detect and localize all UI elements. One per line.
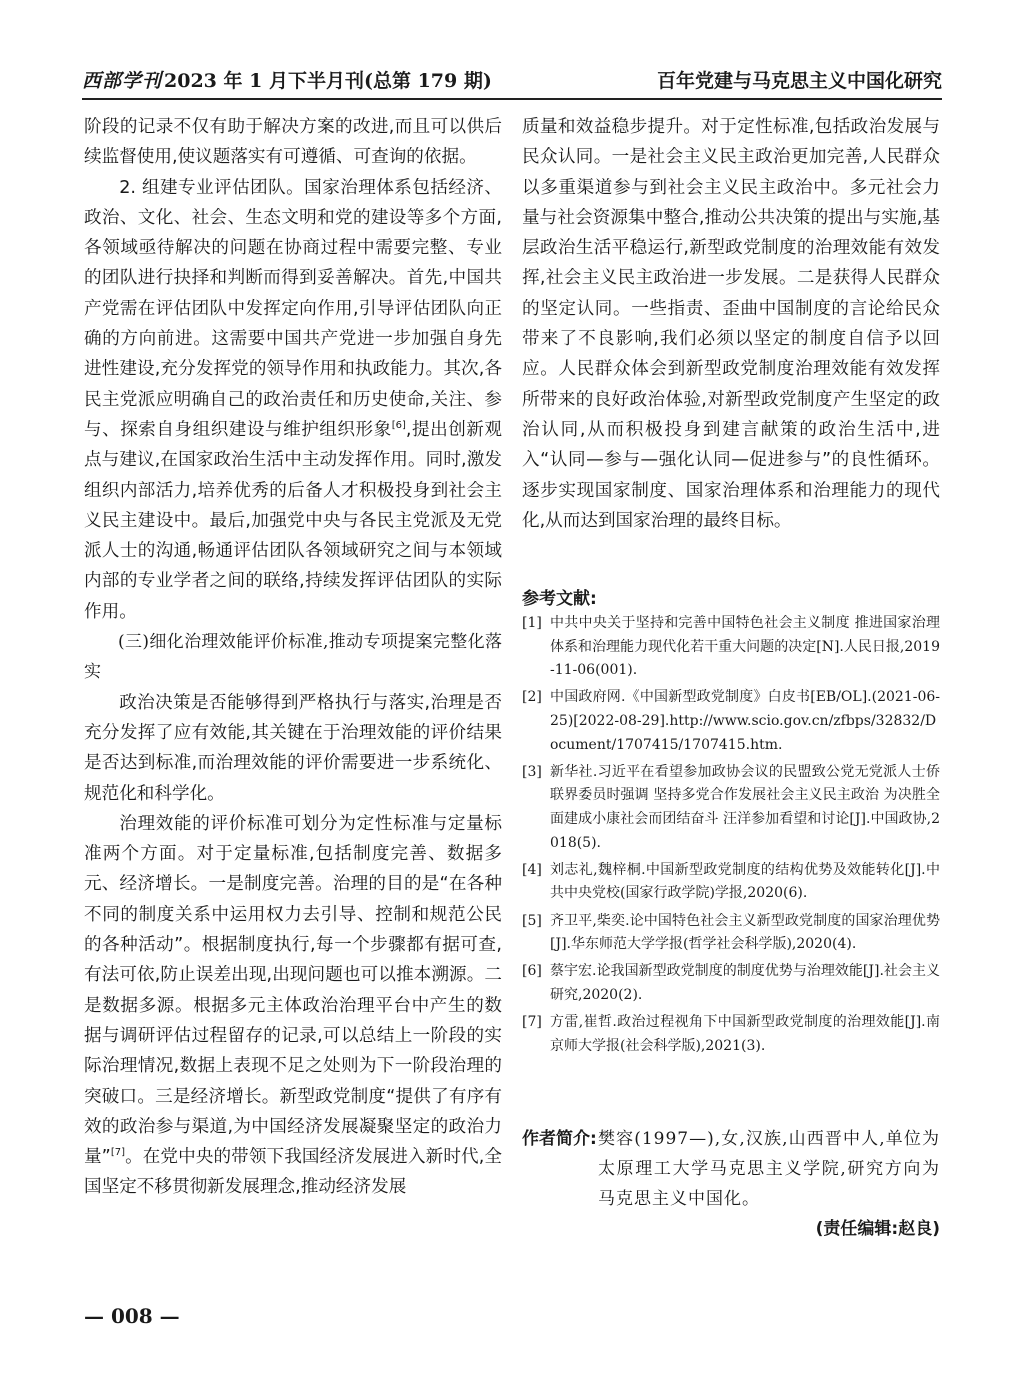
reference-number: [2] <box>522 689 542 706</box>
reference-item <box>522 859 940 906</box>
responsible-editor: (责任编辑:赵良) <box>815 1219 940 1239</box>
reference-number: [7] <box>522 1014 542 1031</box>
reference-number: [6] <box>522 963 542 980</box>
references-title: 参考文献: <box>522 589 597 609</box>
reference-number: [1] <box>522 615 542 631</box>
reference-item <box>522 761 940 855</box>
citation-6: [6] <box>391 420 406 432</box>
header-rule <box>82 98 942 100</box>
reference-item <box>522 960 940 1007</box>
paragraph-decision: 政治决策是否能够得到严格执行与落实,治理是否充分发挥了应有效能,其关键在于治理效能的评价结果是否达到标准,而治理效能的评价需要进一步系统化、规范化和科学化。 <box>84 692 502 804</box>
reference-number: [4] <box>522 861 542 878</box>
reference-item <box>522 686 940 757</box>
right-column <box>522 112 940 536</box>
header-issue <box>82 66 492 93</box>
references-list <box>522 612 940 1062</box>
paragraph-evaluation-team: 2. 组建专业评估团队。国家治理体系包括经济、政治、文化、社会、生态文明和党的建设等多个方面,各领域亟待解决的问题在协商过程中需要完整、专业的团队进行抉择和判断而得到妥善解决。首先,中国共产党需在评估团队中发挥定向作用,引导评估团队向正确的方向前进。这需要中国共产党进一步加强自身先进性建设,充分发挥党的领导作用和执政能力。其次,各民主党派应明确自己的政治责任和历史使命,关注、参与、探索自身组织建设与维护组织形象[6],提出创新观点与建议,在国家政治生活中主动发挥作用。同时,激发组织内部活力,培养优秀的后备人才积极投身到社会主义民主建设中。最后,加强党中央与各民主党派及无党派人士的沟通,畅通评估团队各领域研究之间与本领域内部的专业学者之间的联络,持续发挥评估团队的实际作用。 <box>84 177 502 622</box>
citation-7: [7] <box>110 1147 125 1159</box>
reference-text: 刘志礼,魏梓桐.中国新型政党制度的结构优势及效能转化[J].中共中央党校(国家行政学院)学报,2020(6). <box>550 861 940 902</box>
reference-number: [3] <box>522 763 542 780</box>
page-number: — 008 — <box>84 1304 180 1328</box>
author-text: 樊容(1997—),女,汉族,山西晋中人,单位为太原理工大学马克思主义学院,研究方向为马克思主义中国化。 <box>598 1129 940 1209</box>
reference-item <box>522 612 940 683</box>
reference-item <box>522 910 940 957</box>
author-label: 作者简介: <box>522 1129 597 1149</box>
page-header <box>82 62 942 102</box>
issue-info: 2023 年 1 月下半月刊(总第 179 期) <box>164 70 492 92</box>
header-column-title: 百年党建与马克思主义中国化研究 <box>656 70 942 92</box>
paragraph-qualitative: 质量和效益稳步提升。对于定性标准,包括政治发展与民众认同。一是社会主义民主政治更加完善,人民群众以多重渠道参与到社会主义民主政治中。多元社会力量与社会资源集中整合,推动公共决策的提出与实施,基层政治生活平稳运行,新型政党制度的治理效能有效发挥,社会主义民主政治进一步发展。二是获得人民群众的坚定认同。一些指责、歪曲中国制度的言论给民众带来了不良影响,我们必须以坚定的制度自信予以回应。人民群众体会到新型政党制度治理效能有效发挥所带来的良好政治体验,对新型政党制度产生坚定的政治认同,从而积极投身到建言献策的政治生活中,进入“认同—参与—强化认同—促进参与”的良性循环。逐步实现国家制度、国家治理体系和治理能力的现代化,从而达到国家治理的最终目标。 <box>522 117 940 531</box>
paragraph-continued: 阶段的记录不仅有助于解决方案的改进,而且可以供后续监督使用,使议题落实有可遵循、可查询的依据。 <box>84 117 502 168</box>
reference-text: 中国政府网.《中国新型政党制度》白皮书[EB/OL].(2021-06-25)[2022-08-29].http://www.scio.gov.cn/zfbps/32832/Document/1707415/1707415.htm. <box>550 689 940 753</box>
paragraph-standards: 治理效能的评价标准可划分为定性标准与定量标准两个方面。对于定量标准,包括制度完善、数据多元、经济增长。一是制度完善。治理的目的是“在各种不同的制度关系中运用权力去引导、控制和规范公民的各种活动”。根据制度执行,每一个步骤都有据可查,有法可依,防止误差出现,出现问题也可以推本溯源。二是数据多源。根据多元主体政治治理平台中产生的数据与调研评估过程留存的记录,可以总结上一阶段的实际治理情况,数据上表现不足之处则为下一阶段治理的突破口。三是经济增长。新型政党制度“提供了有序有效的政治参与渠道,为中国经济发展凝聚坚定的政治力量”[7]。在党中央的带领下我国经济发展进入新时代,全国坚定不移贯彻新发展理念,推动经济发展 <box>84 813 502 1198</box>
reference-text: 齐卫平,柴奕.论中国特色社会主义新型政党制度的国家治理优势[J].华东师范大学学报(哲学社会科学版),2020(4). <box>550 912 940 953</box>
reference-text: 方雷,崔哲.政治过程视角下中国新型政党制度的治理效能[J].南京师大学报(社会科学版),2021(3). <box>550 1014 940 1054</box>
reference-text: 新华社.习近平在看望参加政协会议的民盟致公党无党派人士侨联界委员时强调 坚持多党合作发展社会主义民主政治 为决胜全面建成小康社会而团结奋斗 汪洋参加看望和讨论[J].中国政协,2018(5). <box>550 763 940 851</box>
left-column <box>84 112 502 1203</box>
section-subheading: (三)细化治理效能评价标准,推动专项提案完整化落实 <box>84 632 502 683</box>
reference-text: 中共中央关于坚持和完善中国特色社会主义制度 推进国家治理体系和治理能力现代化若干重大问题的决定[N].人民日报,2019-11-06(001). <box>550 615 940 679</box>
reference-item <box>522 1011 940 1058</box>
reference-number: [5] <box>522 912 542 929</box>
reference-text: 蔡宇宏.论我国新型政党制度的制度优势与治理效能[J].社会主义研究,2020(2). <box>550 963 940 1003</box>
journal-logo: 西部学刊 <box>82 70 163 92</box>
author-info <box>522 1124 940 1214</box>
